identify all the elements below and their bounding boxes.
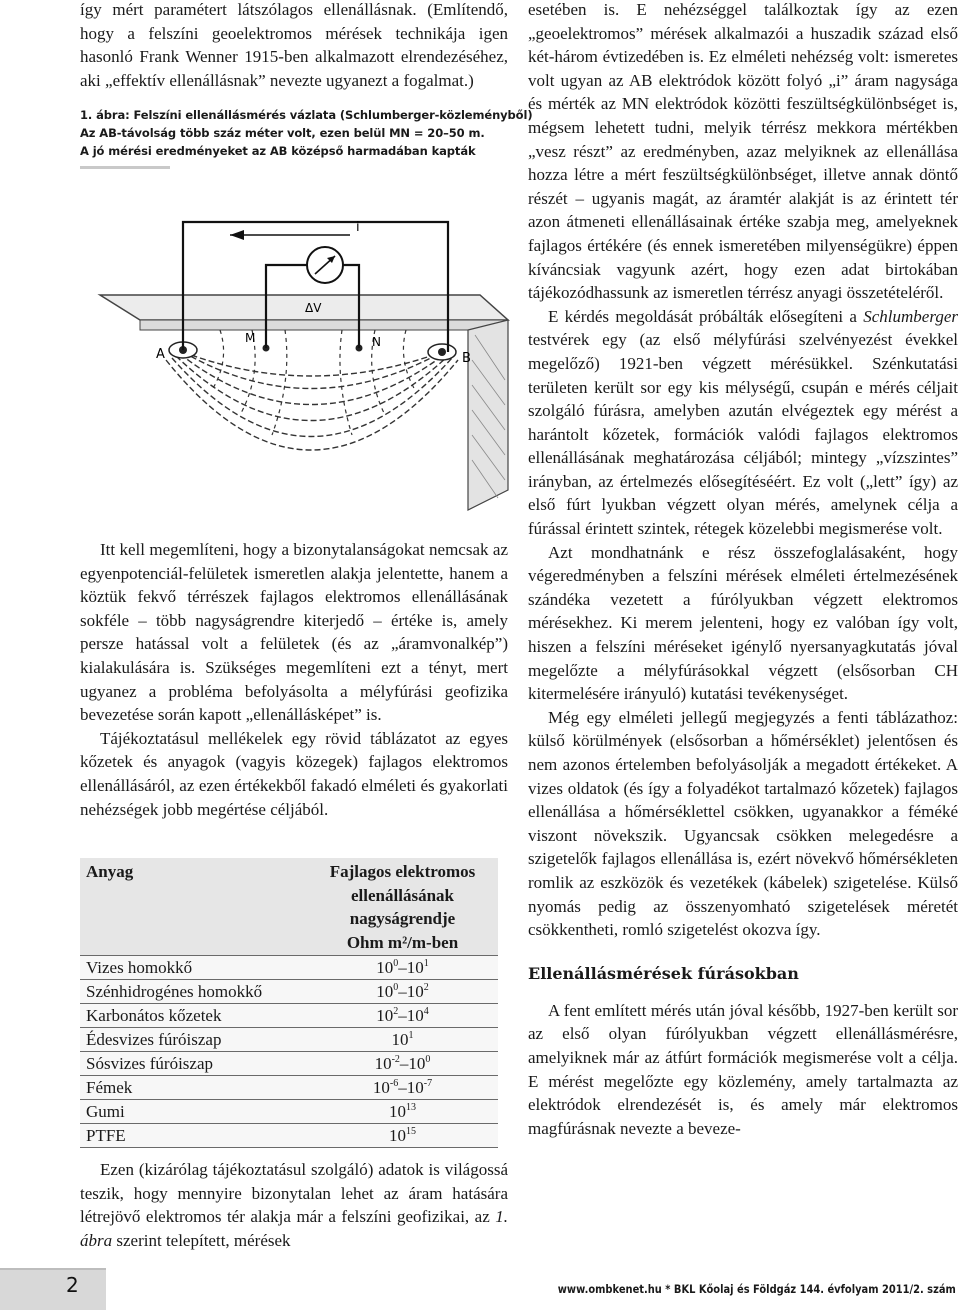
table-row [80,1004,498,1028]
resistivity-sep: – [398,1006,407,1025]
wires [183,222,448,352]
intro-paragraph [80,0,508,92]
resistivity-exp2: 0 [425,1054,431,1065]
label-N: N [372,335,381,349]
label-delta-v: ΔV [305,301,322,315]
table-header-material: Anyag [80,858,307,956]
resistivity-base1: 10 [389,1126,406,1145]
resistivity-base1: 10 [374,1054,392,1073]
paragraph-uncertainties: Itt kell megemlíteni, hogy a bizonytalanságokat nemcsak az egyenpotenciál-felületek ismeretlen alakja jelentette, hanem a köztük fekvő térrészek fajlagos elektromos ellenállásának sokféle – több nagyságrendre kiterjedő – értéke is, amely persze hatással volt a felületek (és az „áramvonalkép”) kialakulására is. Szükséges megemlíteni ezt a tényt, mert ugyanez a probléma befolyásolta a mélyfúrási geofizika bevezetése során kapott „ellenállásképet” is. [80,540,508,725]
label-current: i [356,220,360,235]
resistivity-base1: 10 [372,1078,390,1097]
left-column-lower [80,538,508,821]
resistivity-sep: – [398,1078,407,1097]
resistivity-exp2: 4 [423,1006,429,1017]
resistivity-base2: 10 [406,1078,424,1097]
table-cell-resistivity [307,1124,498,1148]
p2-part-a: E kérdés megoldását próbálták elősegíteni a [548,306,864,326]
figure-caption-line3: A jó mérési eredményeket az AB középső harmadában kapták [80,144,476,159]
resistivity-base1: 10 [376,1006,394,1025]
ground-block-side [468,320,508,510]
resistivity-exp1: 2 [393,1006,399,1017]
table-row [80,1076,498,1100]
header-line2: ellenállásának [351,885,454,905]
resistivity-base2: 10 [406,982,424,1001]
header-line4: Ohm m²/m-ben [346,932,459,952]
page-number-box [0,1268,106,1310]
table-cell-resistivity [307,1004,498,1028]
resistivity-base1: 10 [376,958,394,977]
ground-block-top [140,320,508,330]
figure-schlumberger-diagram [80,200,510,530]
p2-emphasis: Schlumberger [863,306,958,326]
paragraph-borehole: A fent említett mérés után jóval később, 1927-ben került sor az első olyan fúrólyukban végzett ellenállásmérésre, amelyiknek már az átfúrt formációk megismerése volt a célja. E mérést megelőzte egy közlemény, amely tartalmazta az elektródok elrendezését is, és amely már elektromos magfúrásnak nevezte a beveze- [528,1000,958,1138]
table-cell-resistivity [307,980,498,1004]
voltmeter-icon [307,247,343,283]
table-row [80,956,498,980]
table-cell-material: PTFE [80,1124,307,1148]
resistivity-exp1: 1 [408,1030,414,1041]
resistivity-sep: – [398,958,407,977]
header-line3: nagyságrendje [349,909,456,928]
figure-reference: 1. ábra [80,1207,508,1250]
table-cell-material: Vizes homokkő [80,956,307,980]
resistivity-exp1: 0 [393,982,399,993]
table-header-row [80,858,498,956]
paragraph-temperature: Még egy elméleti jellegű megjegyzés a fenti táblázathoz: külső körülmények (elsősorban a hőmérséklet) jelentősen és nem azonos értelemben befolyásolják a megadott értékeket. A vizes oldatok (és így a folyadékot tartalmazó kőzetek) fajlagos ellenállása a hőmérséklettel csökken, ugyanakkor a féméké viszont növekszik. Ugyancsak csökken melegedésre a szigetelők fajlagos ellenállása is, ezért növekvő hőmérsékleten romlik az eszközök és vezetékek (kábelek) szigetelése. Külső nyomás pedig az összenyomható szigetelések méretét csökkentheti, romló szigetelést okozva így. [528,707,958,940]
page-number: 2 [66,1273,79,1297]
table-cell-material: Gumi [80,1100,307,1124]
header-line1: Fajlagos elektromos [329,862,476,881]
paragraph-summary: Azt mondhatnánk e rész összefoglalásaként, hogy végeredményben a felszíni mérések elméleti értelmezésének szándéka vezetett a fúrólyukban végzett elektromos mérésekhez. Ki merem jelenteni, hogy ez valóban így volt, hiszen a felszíni méréseket igénylő nyersanyagkutatás jóval megelőzte a mélyfúrásokkal végzett (elsősorban CH kitermelésére irányuló) kutatási tevékenységet. [528,542,958,704]
paragraph-continuation: esetében is. E nehézséggel találkoztak így az ezen „geoelektromos” mérések alkalmazói a huszadik század első két-három évtizedében is. Ez elméleti nehézség volt: ismeretes volt ugyan az AB elektródok között folyó „i” áram nagysága és mérték az MN elektródok közötti feszültségkülönbséget is, mégsem lehetett tudni, melyik térrész mekkora mértékben „vesz részt” az eredményben, azaz melyiknek az ellenállása hozza létre a mért feszültségkülönbséget, illetve annak döntő részét – ugyanis magát, az áramtér alakját is az érintett tér azon átmeneti ellenállásainak értéke szabja meg, amelyeknek fajlagos értékére (és ennek ismeretében milyenségükre) éppen kíváncsiak vagyunk azért, hogy ezen adat birtokában tájékozódhassunk az ismeretlen térrész anyagi összetételéről. [528,0,958,303]
table-row [80,1028,498,1052]
label-A: A [156,347,165,362]
resistivity-table-grid [80,858,498,1148]
resistivity-base2: 10 [406,1006,424,1025]
table-row [80,1124,498,1148]
table-cell-resistivity [307,1028,498,1052]
table-cell-resistivity [307,1052,498,1076]
paragraph-conclusion [80,1158,508,1252]
resistivity-table [80,858,498,1148]
section-title: Ellenállásmérések fúrásokban [528,963,799,983]
resistivity-exp1: 15 [406,1126,416,1137]
table-cell-material: Szénhidrogénes homokkő [80,980,307,1004]
resistivity-base1: 10 [391,1030,409,1049]
current-lines [166,352,458,450]
resistivity-exp1: -2 [391,1054,400,1065]
resistivity-exp1: 13 [406,1102,416,1113]
table-cell-material: Édesvizes fúróiszap [80,1028,307,1052]
left-column [80,0,533,169]
resistivity-exp2: 2 [423,982,429,993]
resistivity-sep: – [398,982,407,1001]
figure-caption-line1: 1. ábra: Felszíni ellenállásmérés vázlata (Schlumberger-közleményből) [80,108,533,123]
paragraph-table-intro: Tájékoztatásul mellékelek egy rövid táblázatot az egyes kőzetek és anyagok (vagyis közegek) fajlagos elektromos ellenállásáról, az ezen értékekből fakadó elméleti és gyakorlati nehézségek jobb megértése céljából. [80,728,508,819]
equipotential-lines [212,330,415,435]
resistivity-exp1: -6 [389,1078,399,1089]
figure-caption-line2: Az AB-távolság több száz méter volt, ezen belül MN = 20–50 m. [80,126,485,141]
resistivity-base1: 10 [389,1102,406,1121]
caption-rule [80,166,170,169]
footer-journal: www.ombkenet.hu * BKL Kőolaj és Földgáz 144. évfolyam 2011/2. szám [557,1282,956,1296]
table-row [80,1052,498,1076]
resistivity-exp2: -7 [423,1078,433,1089]
table-cell-resistivity [307,1076,498,1100]
para4-b: szerint telepített, mérések [112,1230,291,1250]
table-row [80,980,498,1004]
table-cell-resistivity [307,1100,498,1124]
ground-surface [100,295,508,320]
p2-part-b: testvérek egy (az első mélyfúrási szelvényezést évekkel megelőző) 1921-ben végzett mérésükkel. Szénkutatási területen került sor egy kis mélységű, csupán e mérés céljait szolgáló fúrásra, amelyben azután elvégeztek egy mérést a harántolt kőzetek, formációk valódi fajlagos elektromos ellenállásának meghatározása céljából; mintegy „vízszintes” irányban, az értelmezés elősegítéséért. Ez volt („lett” így) az első fúrt lyukban végzett olyan mérés, amelynek célja a fúrással érintett szintek, rétegek közelebbi megismerése volt. [528,330,958,539]
paragraph-schlumberger [528,305,958,541]
table-cell-material: Fémek [80,1076,307,1100]
diagram-svg [80,200,510,530]
current-arrow [230,230,350,240]
left-column-bottom [80,1158,508,1252]
table-row [80,1100,498,1124]
table-cell-resistivity [307,956,498,980]
resistivity-exp1: 0 [393,958,399,969]
resistivity-sep: – [399,1054,409,1073]
table-cell-material: Karbonátos kőzetek [80,1004,307,1028]
right-column [528,0,958,1140]
electrode-B [428,344,456,360]
para4-a: Ezen (kizárólag tájékoztatásul szolgáló) adatok is világossá teszik, hogy mennyire bizonytalan lehet az áram hatására létrejövő elektromos tér alakja már a felszíni geofizikai, az [80,1160,508,1227]
resistivity-exp2: 1 [423,958,429,969]
resistivity-base2: 10 [408,1054,426,1073]
intro-text: így mért paramétert látszólagos ellenállásnak. (Említendő, hogy a felszíni geoelektromos mérések technikája igen hasonló Frank Wenner 1915-ben alkalmazott elrendezéséhez, aki „effektív ellenállásnak” nevezte ugyanezt a fogalmat.) [80,0,508,90]
label-B: B [462,351,471,366]
table-header-resistivity [307,858,498,956]
label-M: M [245,331,256,345]
resistivity-base2: 10 [406,958,424,977]
table-cell-material: Sósvizes fúróiszap [80,1052,307,1076]
resistivity-base1: 10 [376,982,394,1001]
